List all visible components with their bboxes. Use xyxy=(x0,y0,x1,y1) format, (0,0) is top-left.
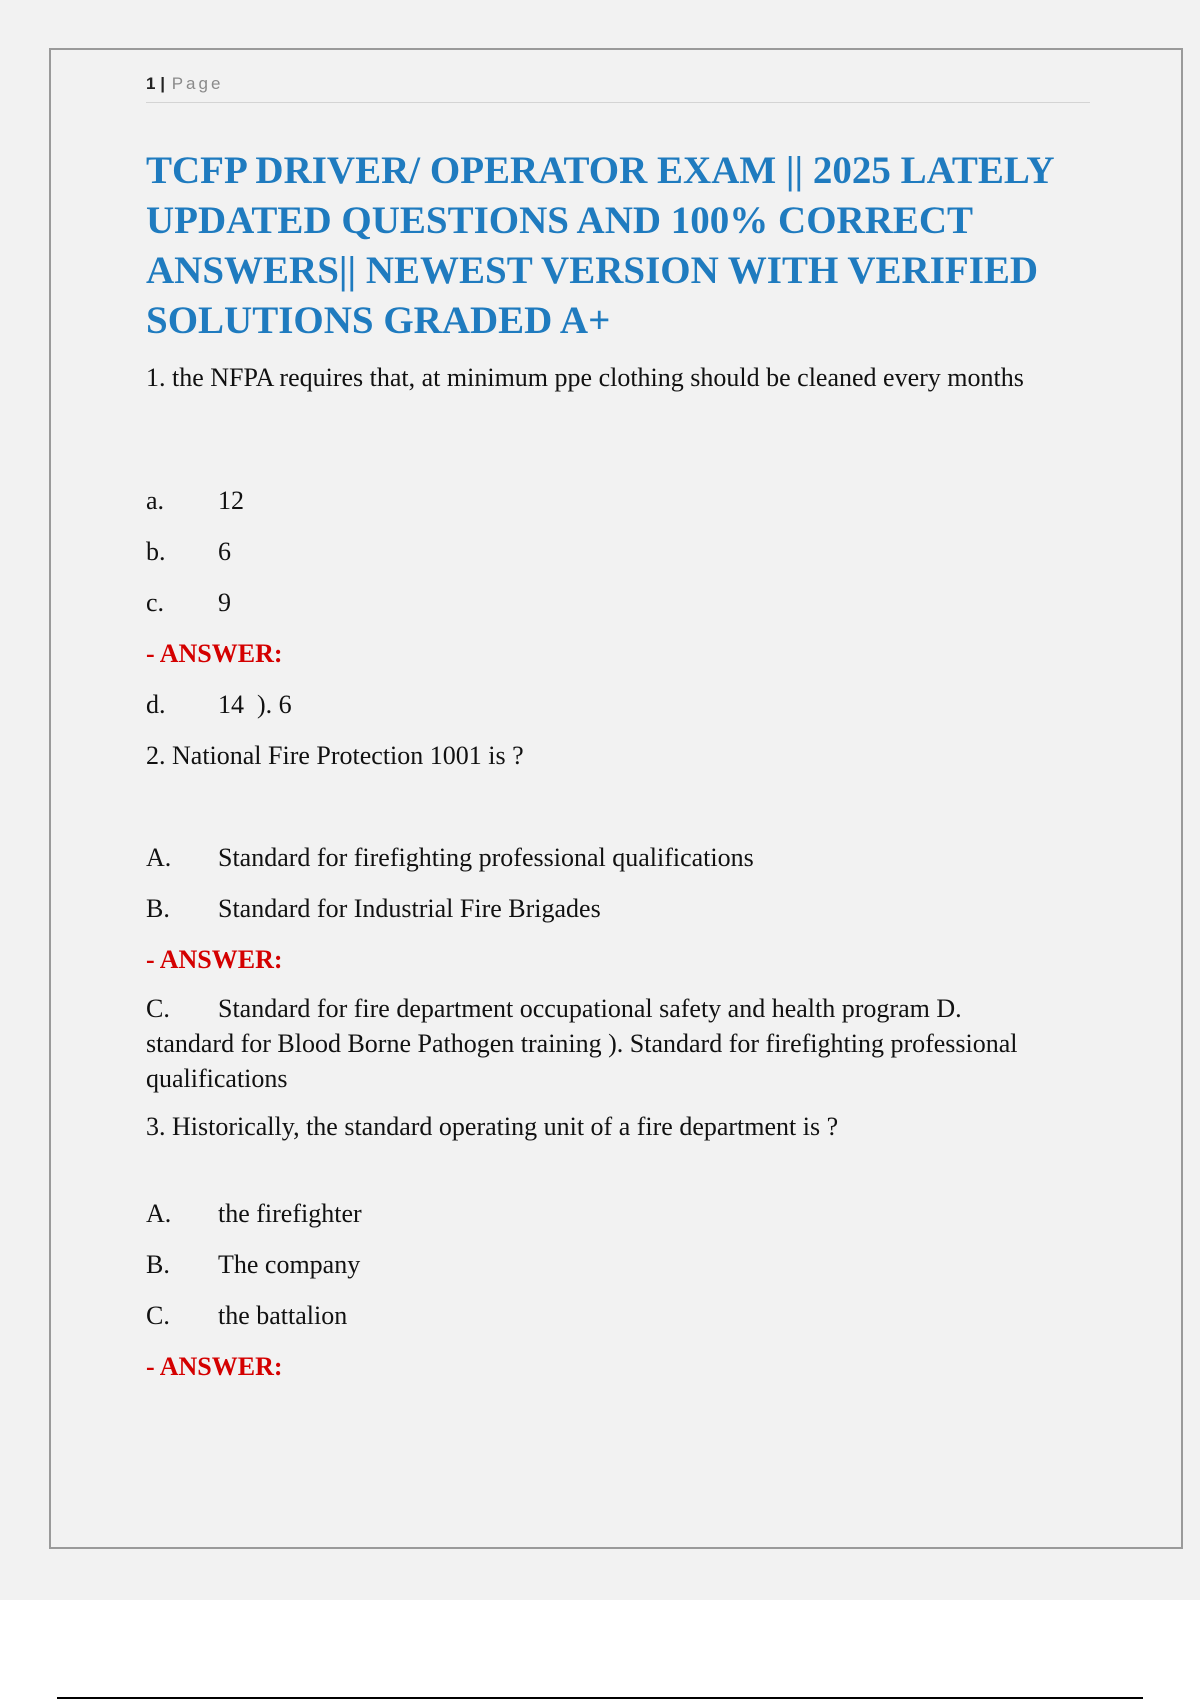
option-letter: B. xyxy=(146,1250,170,1279)
option-letter: a. xyxy=(146,486,165,515)
page-label: Page xyxy=(171,74,224,93)
option-text: 12 xyxy=(218,486,244,515)
option-letter: b. xyxy=(146,537,166,566)
question-3-option-a xyxy=(146,1188,1046,1239)
question-3-text: 3. Historically, the standard operating unit of a fire department is ? xyxy=(146,1112,839,1141)
question-1-option-c xyxy=(146,577,1046,628)
question-2-answer-label: - ANSWER: xyxy=(146,945,283,974)
question-2-row xyxy=(146,730,1046,781)
question-2-text: 2. National Fire Protection 1001 is ? xyxy=(146,741,524,770)
option-text: 6 xyxy=(218,537,231,566)
header-separator: | xyxy=(160,74,165,93)
question-1-option-b xyxy=(146,526,1046,577)
question-3-option-c xyxy=(146,1290,1046,1341)
option-text: Standard for Industrial Fire Brigades xyxy=(218,894,601,923)
option-letter: C. xyxy=(146,994,170,1023)
option-text: 9 xyxy=(218,588,231,617)
option-text: 14 ). 6 xyxy=(218,690,292,719)
question-2-option-b xyxy=(146,883,1046,934)
option-text: Standard for firefighting professional qualifications xyxy=(218,843,754,872)
option-letter: c. xyxy=(146,588,165,617)
option-text: The company xyxy=(218,1250,361,1279)
question-3-row xyxy=(146,1101,1046,1152)
option-letter: A. xyxy=(146,843,172,872)
bottom-divider xyxy=(57,1697,1143,1699)
option-text: Standard for fire department occupational safety and health program D. standard for Blood Borne Pathogen training ). Standard for firefighting professional qualifications xyxy=(146,994,1018,1093)
option-letter: d. xyxy=(146,690,166,719)
question-1-option-d xyxy=(146,679,1046,730)
option-letter: B. xyxy=(146,894,170,923)
option-text: the battalion xyxy=(218,1301,348,1330)
option-letter: C. xyxy=(146,1301,170,1330)
question-2-option-a xyxy=(146,832,1046,883)
question-3-answer-label: - ANSWER: xyxy=(146,1352,283,1381)
question-1-option-a xyxy=(146,475,1046,526)
option-text: the firefighter xyxy=(218,1199,362,1228)
option-letter: A. xyxy=(146,1199,172,1228)
page-header xyxy=(146,74,1090,103)
question-2-option-c xyxy=(146,985,1046,1101)
question-1-answer-label: - ANSWER: xyxy=(146,639,283,668)
question-1-text: 1. the NFPA requires that, at minimum ppe clothing should be cleaned every months xyxy=(146,363,1024,392)
document-title: TCFP DRIVER/ OPERATOR EXAM || 2025 LATELY UPDATED QUESTIONS AND 100% CORRECT ANSWERS|| NEWEST VERSION WITH VERIFIED SOLUTIONS GRADED A+ xyxy=(146,149,1054,342)
document-content xyxy=(146,360,1046,1392)
page-number: 1 xyxy=(146,74,156,93)
question-3-option-b xyxy=(146,1239,1046,1290)
